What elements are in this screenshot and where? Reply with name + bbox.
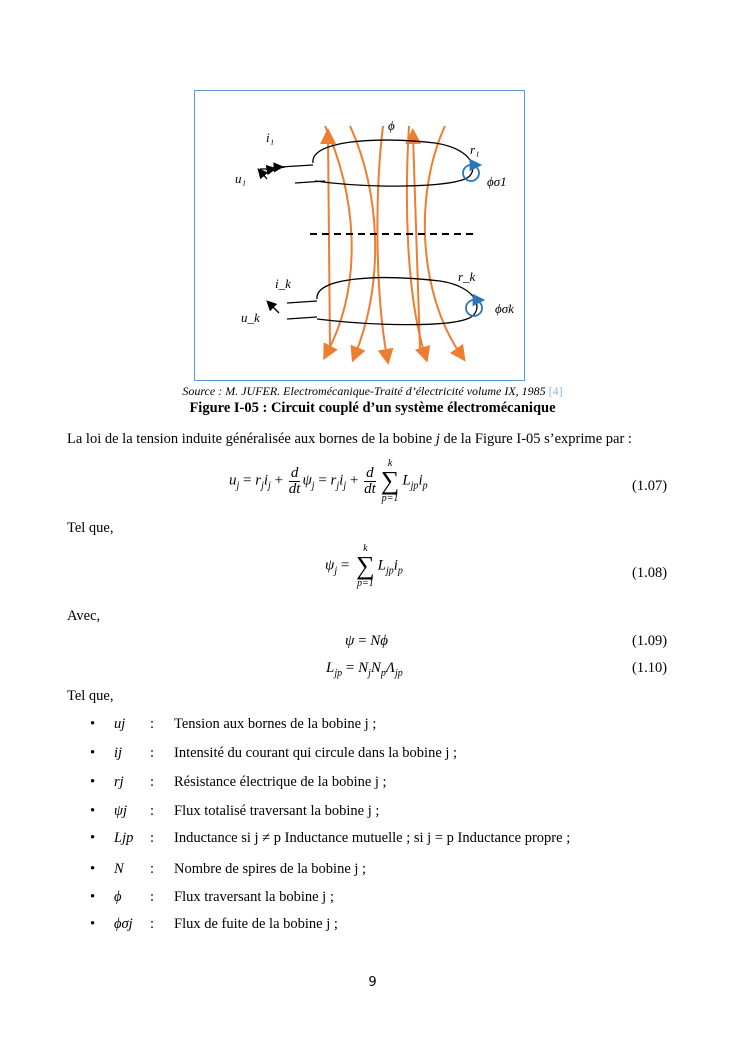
- figure-source: Source : M. JUFER. Electromécanique-Traité d’électricité volume IX, 1985 [4]: [182, 384, 563, 398]
- leak-loop-1: [463, 165, 479, 181]
- equation-1-07: $u_j = r_ji_j$ + $\frac{d}{dt}$ $\psi_j = r_ji_j$ + $\frac{d}{dt}$ k ∑ p=1 $L_{jp}i_p$: [229, 458, 428, 504]
- tel-que-1: Tel que,: [67, 520, 114, 536]
- coupled-circuit-diagram: [195, 91, 526, 382]
- equation-number-1-08: (1.08): [632, 565, 668, 581]
- label-phi: ϕ: [388, 118, 395, 133]
- intro-paragraph: La loi de la tension induite généralisée aux bornes de la bobine j de la Figure I-05 s’exprime par :: [67, 431, 632, 447]
- coil-1: [260, 140, 473, 186]
- label-ik: i_k: [275, 276, 291, 291]
- equation-number-1-09: (1.09): [632, 633, 668, 649]
- avec-label: Avec,: [67, 608, 101, 624]
- flux-line: [425, 126, 461, 355]
- label-u1: u₁: [235, 171, 247, 186]
- label-rk: r_k: [458, 269, 476, 284]
- equation-number-1-07: (1.07): [632, 478, 668, 494]
- flux-line: [328, 136, 330, 349]
- label-uk: u_k: [241, 310, 260, 325]
- flux-line: [377, 126, 387, 357]
- flux-line: [350, 126, 375, 355]
- figure-frame: [194, 90, 525, 381]
- page-number: 9: [368, 975, 377, 990]
- equation-number-1-10: (1.10): [632, 660, 668, 676]
- equation-1-10: $L_{jp} = N_jN_p\Lambda_{jp}$: [326, 660, 403, 679]
- leakage-loops: [463, 165, 482, 316]
- label-phi-sigmak: ϕσk: [495, 301, 514, 316]
- label-i1: i₁: [266, 130, 275, 145]
- equation-1-08: $\psi_j$ = k ∑ p=1 $L_{jp}i_p$: [325, 543, 403, 589]
- label-phi-sigma1: ϕσ1: [487, 174, 507, 189]
- reference-link[interactable]: [4]: [548, 384, 563, 398]
- equation-1-09: ψ = Nϕ: [345, 633, 389, 649]
- figure-caption: Figure I-05 : Circuit couplé d’un système électromécanique: [189, 400, 556, 416]
- tel-que-2: Tel que,: [67, 688, 114, 704]
- label-r1: r₁: [470, 142, 480, 157]
